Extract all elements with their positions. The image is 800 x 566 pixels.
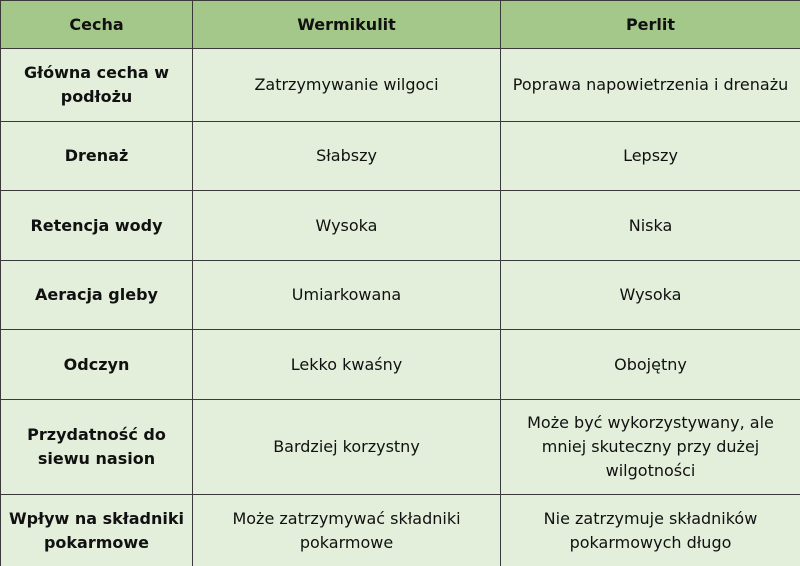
wermikulit-cell: Zatrzymywanie wilgoci — [193, 49, 501, 122]
table-row — [1, 495, 800, 566]
table-row — [1, 122, 800, 191]
perlit-cell: Obojętny — [501, 330, 800, 400]
header-cecha: Cecha — [1, 1, 193, 49]
perlit-cell: Niska — [501, 191, 800, 261]
wermikulit-cell: Może zatrzymywać składniki pokarmowe — [193, 495, 501, 566]
wermikulit-cell: Umiarkowana — [193, 261, 501, 330]
perlit-cell: Lepszy — [501, 122, 800, 191]
feature-cell: Główna cecha w podłożu — [1, 49, 193, 122]
feature-cell: Aeracja gleby — [1, 261, 193, 330]
feature-cell: Retencja wody — [1, 191, 193, 261]
table-row — [1, 330, 800, 400]
table-row — [1, 261, 800, 330]
perlit-cell: Może być wykorzystywany, ale mniej skuteczny przy dużej wilgotności — [501, 400, 800, 495]
feature-cell: Przydatność do siewu nasion — [1, 400, 193, 495]
feature-cell: Wpływ na składniki pokarmowe — [1, 495, 193, 566]
perlit-cell: Nie zatrzymuje składników pokarmowych długo — [501, 495, 800, 566]
table-row — [1, 49, 800, 122]
feature-cell: Drenaż — [1, 122, 193, 191]
wermikulit-cell: Bardziej korzystny — [193, 400, 501, 495]
wermikulit-cell: Wysoka — [193, 191, 501, 261]
table-header — [1, 1, 800, 49]
perlit-cell: Wysoka — [501, 261, 800, 330]
table-body — [1, 49, 800, 566]
wermikulit-cell: Słabszy — [193, 122, 501, 191]
wermikulit-cell: Lekko kwaśny — [193, 330, 501, 400]
header-row — [1, 1, 800, 49]
table-row — [1, 191, 800, 261]
perlit-cell: Poprawa napowietrzenia i drenażu — [501, 49, 800, 122]
header-wermikulit: Wermikulit — [193, 1, 501, 49]
header-perlit: Perlit — [501, 1, 800, 49]
table-row — [1, 400, 800, 495]
feature-cell: Odczyn — [1, 330, 193, 400]
